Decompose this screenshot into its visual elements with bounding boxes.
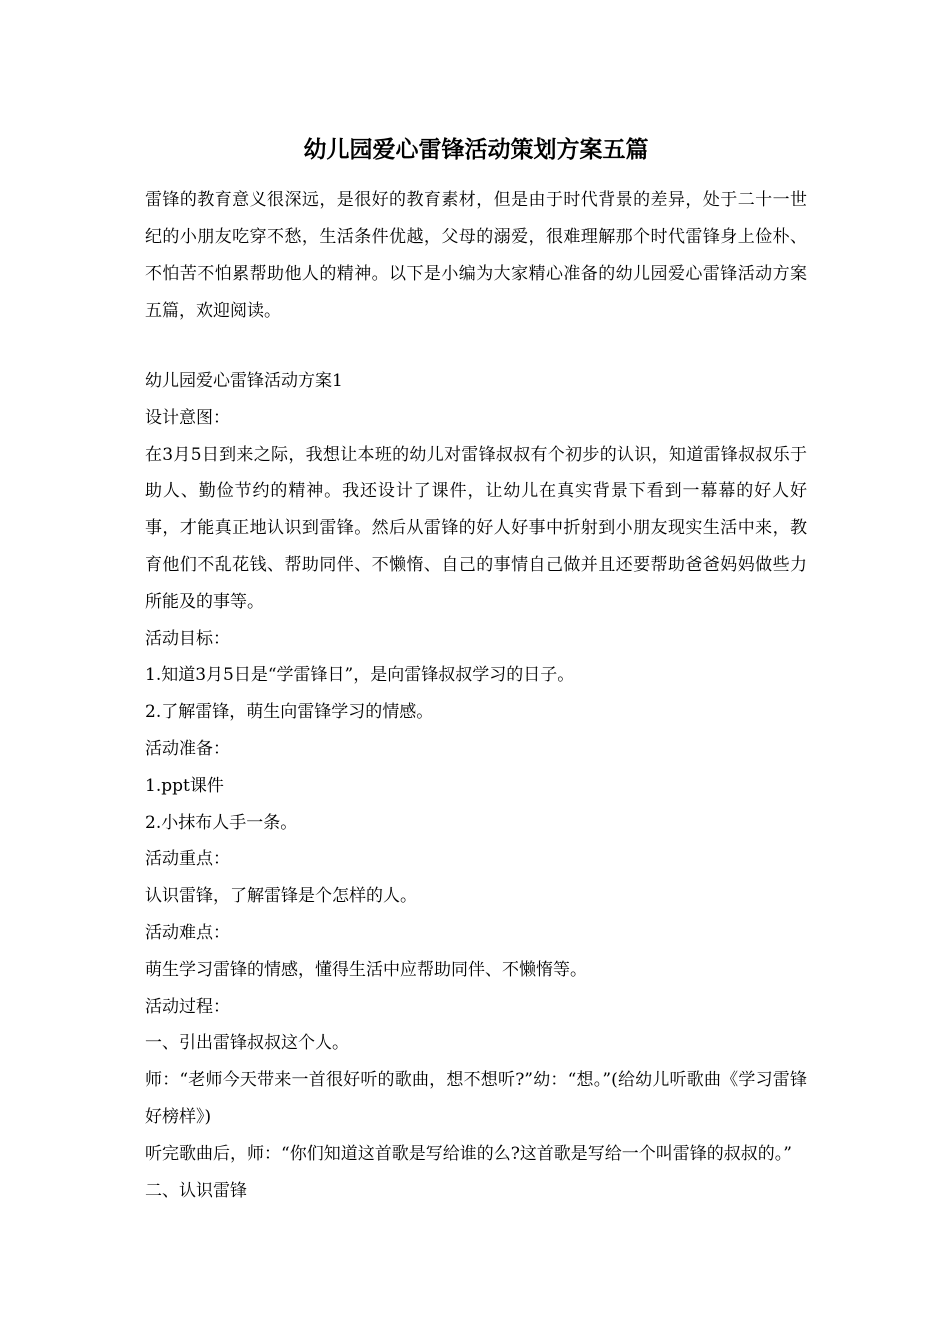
subheading-key-points: 活动重点： (145, 849, 230, 870)
body-paragraph: 师：“老师今天带来一首很好听的歌曲，想不想听?”幼：“想。”(给幼儿听歌曲《学习雷锋好榜样》) (145, 1070, 807, 1127)
body-paragraph: 听完歌曲后，师：“你们知道这首歌是写给谁的么?这首歌是写给一个叫雷锋的叔叔的。” (145, 1143, 792, 1164)
body-paragraph: 认识雷锋，了解雷锋是个怎样的人。 (145, 886, 417, 907)
document-body (145, 363, 807, 1209)
list-item: 2.了解雷锋，萌生向雷锋学习的情感。 (145, 702, 434, 723)
subheading-goals: 活动目标： (145, 628, 230, 649)
list-item: 1.ppt课件 (145, 775, 224, 796)
body-paragraph: 在3月5日到来之际，我想让本班的幼儿对雷锋叔叔有个初步的认识，知道雷锋叔叔乐于助人、勤俭节约的精神。我还设计了课件，让幼儿在真实背景下看到一幕幕的好人好事，才能真正地认识到雷锋。然后从雷锋的好人好事中折射到小朋友现实生活中来，教育他们不乱花钱、帮助同伴、不懒惰、自己的事情自己做并且还要帮助爸爸妈妈做些力所能及的事等。 (145, 444, 807, 612)
subheading-difficulties: 活动难点： (145, 922, 230, 943)
intro-section (145, 182, 807, 330)
subheading-process: 活动过程： (145, 996, 230, 1017)
body-paragraph: 萌生学习雷锋的情感，懂得生活中应帮助同伴、不懒惰等。 (145, 959, 587, 980)
step-heading: 一、引出雷锋叔叔这个人。 (145, 1033, 349, 1054)
list-item: 2.小抹布人手一条。 (145, 812, 298, 833)
intro-paragraph: 雷锋的教育意义很深远，是很好的教育素材，但是由于时代背景的差异，处于二十一世纪的小朋友吃穿不愁，生活条件优越，父母的溺爱，很难理解那个时代雷锋身上俭朴、不怕苦不怕累帮助他人的精神。以下是小编为大家精心准备的幼儿园爱心雷锋活动方案五篇，欢迎阅读。 (145, 190, 807, 321)
list-item: 1.知道3月5日是“学雷锋日”，是向雷锋叔叔学习的日子。 (145, 665, 575, 686)
subheading-preparation: 活动准备： (145, 738, 230, 759)
section-heading: 幼儿园爱心雷锋活动方案1 (145, 371, 343, 391)
document-title: 幼儿园爱心雷锋活动策划方案五篇 (303, 136, 649, 163)
step-heading: 二、认识雷锋 (145, 1180, 247, 1201)
subheading-design-intent: 设计意图： (145, 407, 230, 428)
